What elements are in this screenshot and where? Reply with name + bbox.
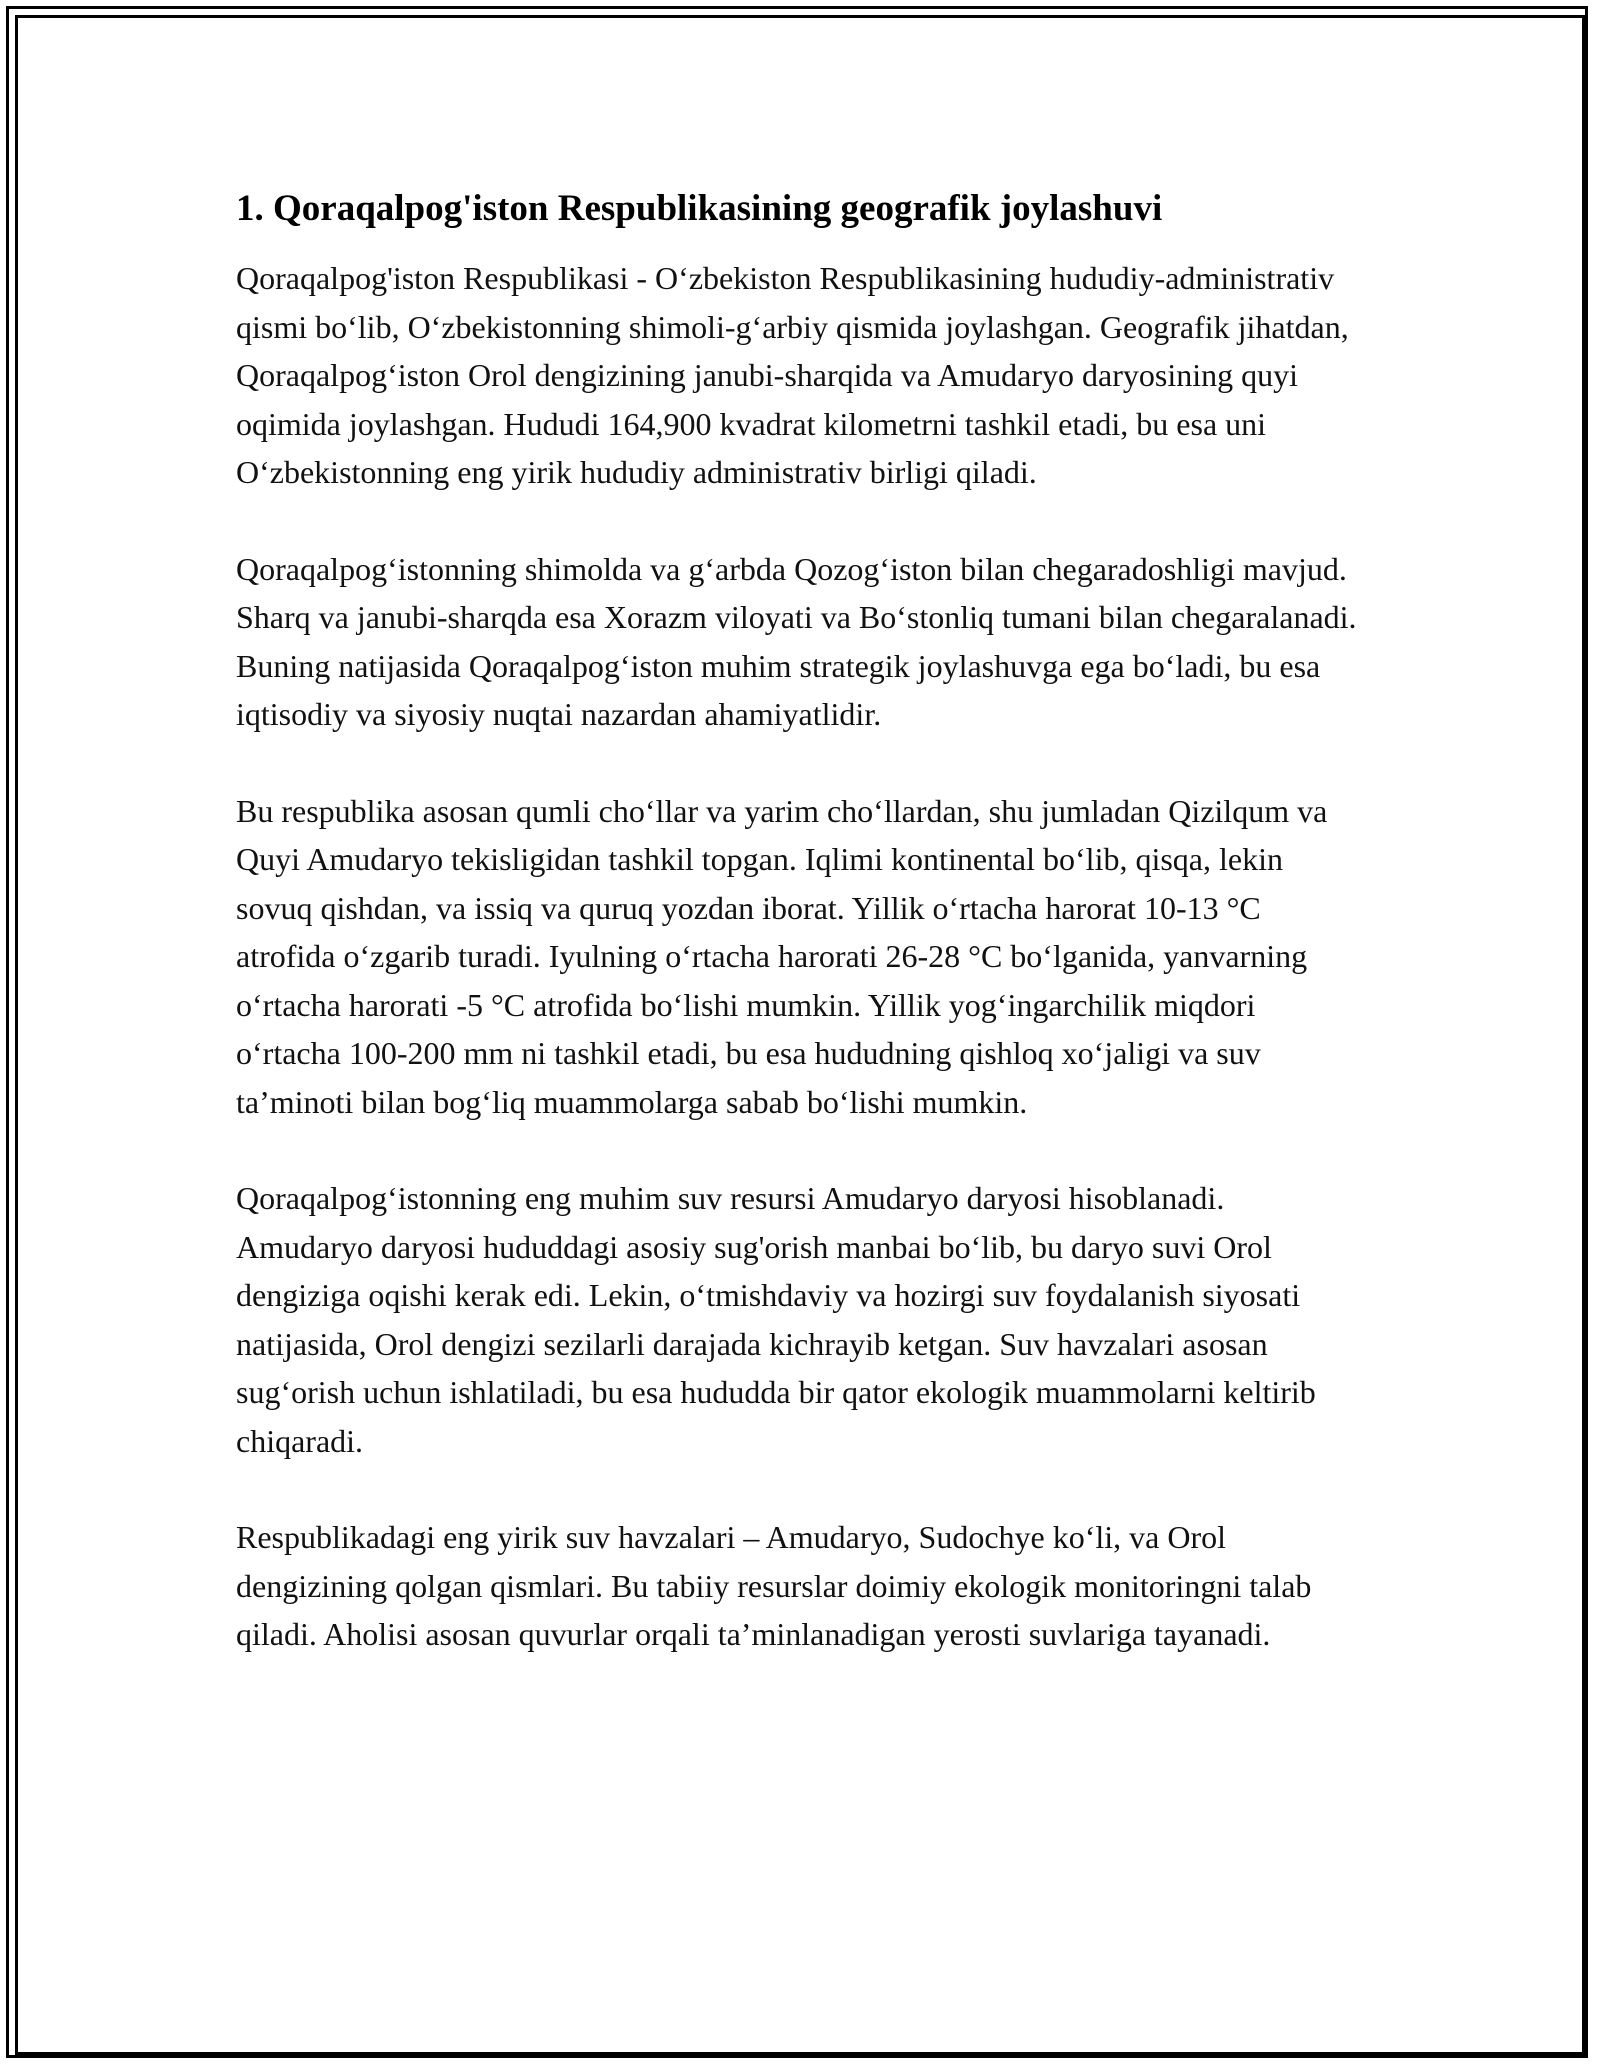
paragraph-climate: Bu respublika asosan qumli cho‘llar va yarim cho‘llardan, shu jumladan Qizilqum va Quyi Amudaryo tekisligidan tashkil topgan. Iqlimi kontinental bo‘lib, qisqa, lekin sovuq qishdan, va issiq va quruq yozdan iborat. Yillik o‘rtacha harorat 10-13 °C atrofida o‘zgarib turadi. Iyulning o‘rtacha harorati 26-28 °C bo‘lganida, yanvarning o‘rtacha harorati -5 °C atrofida bo‘lishi mumkin. Yillik yog‘ingarchilik miqdori o‘rtacha 100-200 mm ni tashkil etadi, bu esa hududning qishloq xo‘jaligi va suv ta’minoti bilan bog‘liq muammolarga sabab bo‘lishi mumkin.	[236, 792, 1328, 1120]
document-body	[236, 186, 1366, 1707]
paragraph-water-resources: Qoraqalpog‘istonning eng muhim suv resursi Amudaryo daryosi hisoblanadi. Amudaryo daryosi hududdagi asosiy sug'orish manbai bo‘lib, bu daryo suvi Orol dengiziga oqishi kerak edi. Lekin, o‘tmishdaviy va hozirgi suv foydalanish siyosati natijasida, Orol dengizi sezilarli darajada kichrayib ketgan. Suv havzalari asosan sug‘orish uchun ishlatiladi, bu esa hududda bir qator ekologik muammolarni keltirib chiqaradi.	[236, 1180, 1316, 1459]
paragraph-water-bodies: Respublikadagi eng yirik suv havzalari – Amudaryo, Sudochye ko‘li, va Orol dengizining qolgan qismlari. Bu tabiiy resurslar doimiy ekologik monitoringni talab qiladi. Aholisi asosan quvurlar orqali ta’minlanadigan yerosti suvlariga tayanadi.	[236, 1519, 1312, 1652]
paragraph-borders: Qoraqalpog‘istonning shimolda va g‘arbda Qozog‘iston bilan chegaradoshligi mavjud. Sharq va janubi-sharqda esa Xorazm viloyati va Bo‘stonliq tumani bilan chegaralanadi. Buning natijasida Qoraqalpog‘iston muhim strategik joylashuvga ega bo‘ladi, bu esa iqtisodiy va siyosiy nuqtai nazardan ahamiyatlidir.	[236, 550, 1357, 732]
paragraph-location: Qoraqalpog'iston Respublikasi - O‘zbekiston Respublikasining hududiy-administrativ qismi bo‘lib, O‘zbekistonning shimoli-g‘arbiy qismida joylashgan. Geografik jihatdan, Qoraqalpog‘iston Orol dengizining janubi-sharqida va Amudaryo daryosining quyi oqimida joylashgan. Hududi 164,900 kvadrat kilometrni tashkil etadi, bu esa uni O‘zbekistonning eng yirik hududiy administrativ birligi qiladi.	[236, 260, 1349, 490]
section-heading: 1. Qoraqalpog'iston Respublikasining geografik joylashuvi	[236, 188, 1163, 229]
